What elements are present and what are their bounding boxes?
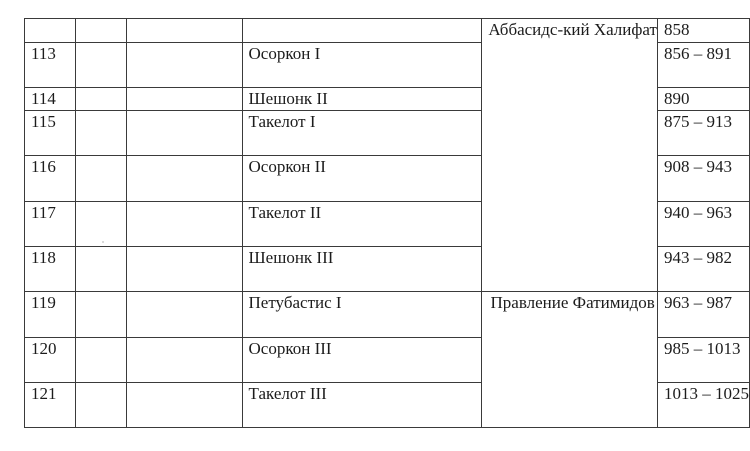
- empty-cell: [127, 383, 242, 428]
- ruler-name-cell: Такелот II: [242, 202, 482, 247]
- years-cell: 1013 – 1025: [657, 383, 749, 428]
- ruler-name-cell: Шешонк II: [242, 88, 482, 111]
- empty-cell: [75, 202, 127, 247]
- empty-cell: [75, 292, 127, 338]
- scan-speck: [102, 241, 104, 243]
- years-cell: 890: [657, 88, 749, 111]
- years-cell: 875 – 913: [657, 111, 749, 156]
- dynasty-cell-abbasid: [482, 19, 658, 292]
- years-cell: 943 – 982: [657, 247, 749, 292]
- empty-cell: [127, 338, 242, 383]
- empty-cell: [127, 19, 242, 43]
- dynasty-label: Правление Фатимидов: [490, 293, 655, 312]
- empty-cell: [127, 43, 242, 88]
- row-number-cell: 114: [25, 88, 76, 111]
- dynasty-label: Аббасидс-кий Халифат: [488, 20, 657, 39]
- table-row: [25, 19, 750, 43]
- empty-cell: [75, 19, 127, 43]
- row-number-cell: 119: [25, 292, 76, 338]
- ruler-name-cell: Такелот I: [242, 111, 482, 156]
- years-cell: 858: [657, 19, 749, 43]
- empty-cell: [75, 338, 127, 383]
- ruler-name-cell: [242, 19, 482, 43]
- empty-cell: [75, 383, 127, 428]
- ruler-name-cell: Петубастис I: [242, 292, 482, 338]
- row-number-cell: 116: [25, 156, 76, 202]
- row-number-cell: [25, 19, 76, 43]
- ruler-name-cell: Осоркон II: [242, 156, 482, 202]
- years-cell: 856 – 891: [657, 43, 749, 88]
- empty-cell: [127, 247, 242, 292]
- years-cell: 985 – 1013: [657, 338, 749, 383]
- row-number-cell: 118: [25, 247, 76, 292]
- chronology-table: [24, 18, 750, 428]
- empty-cell: [75, 247, 127, 292]
- empty-cell: [127, 292, 242, 338]
- years-cell: 908 – 943: [657, 156, 749, 202]
- row-number-cell: 121: [25, 383, 76, 428]
- ruler-name-cell: Осоркон III: [242, 338, 482, 383]
- ruler-name-cell: Осоркон I: [242, 43, 482, 88]
- empty-cell: [127, 156, 242, 202]
- ruler-name-cell: Такелот III: [242, 383, 482, 428]
- row-number-cell: 115: [25, 111, 76, 156]
- row-number-cell: 117: [25, 202, 76, 247]
- empty-cell: [127, 111, 242, 156]
- empty-cell: [127, 88, 242, 111]
- empty-cell: [75, 88, 127, 111]
- empty-cell: [75, 111, 127, 156]
- empty-cell: [127, 202, 242, 247]
- dynasty-cell-fatimid: [482, 292, 658, 428]
- table-row: [25, 292, 750, 338]
- empty-cell: [75, 43, 127, 88]
- years-cell: 940 – 963: [657, 202, 749, 247]
- empty-cell: [75, 156, 127, 202]
- ruler-name-cell: Шешонк III: [242, 247, 482, 292]
- row-number-cell: 113: [25, 43, 76, 88]
- row-number-cell: 120: [25, 338, 76, 383]
- years-cell: 963 – 987: [657, 292, 749, 338]
